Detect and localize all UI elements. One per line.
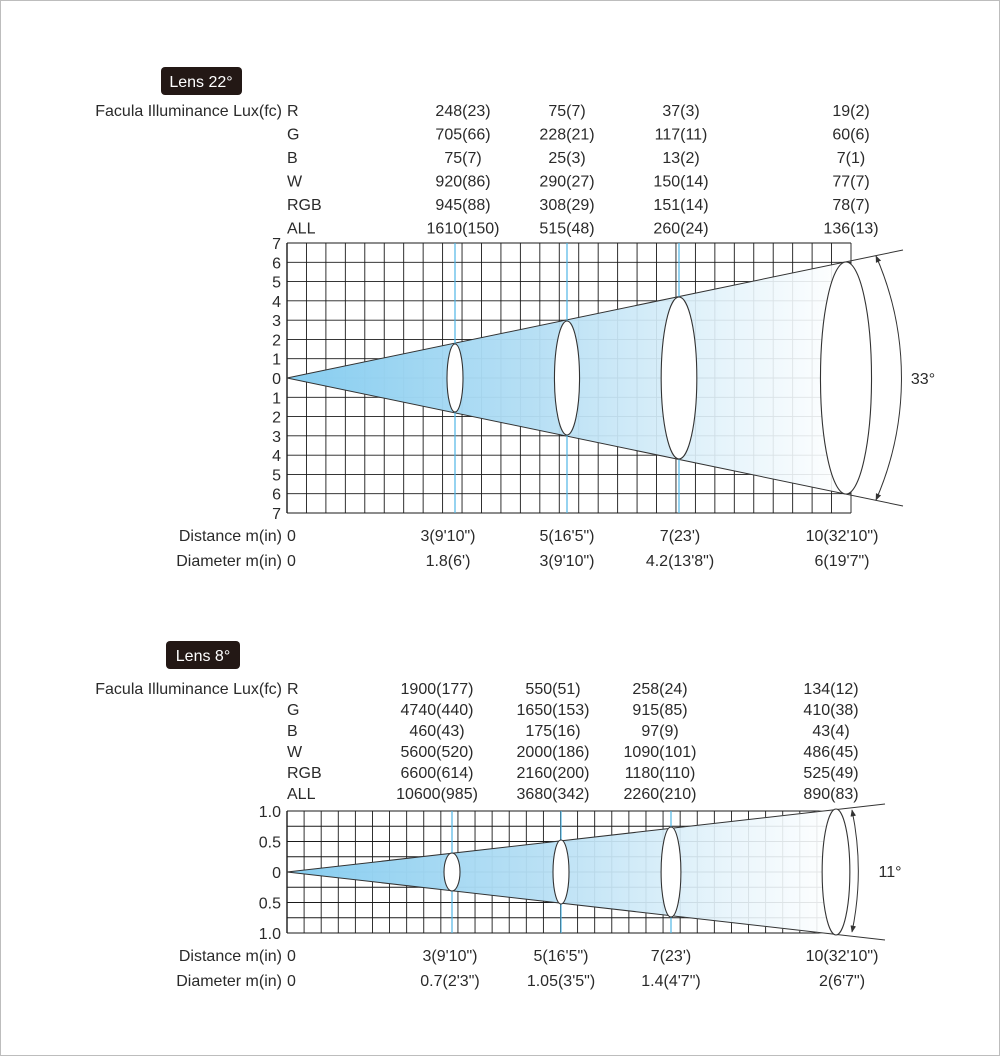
lens-8-spot-ellipse (444, 853, 460, 891)
lens-8-distance-value: 0 (287, 948, 296, 965)
lens-22-y-tick-label: 2 (272, 409, 281, 427)
lens-8-channel-label: R (287, 681, 299, 698)
lens-8-illuminance-value: 2160(200) (516, 765, 590, 782)
lens-22-illuminance-values (427, 103, 879, 238)
lens-8-distance-value: 3(9'10") (422, 948, 478, 965)
lens-22-channel-label: W (287, 173, 303, 191)
lens-8-channel-label: ALL (287, 786, 316, 803)
lens-8-illuminance-value: 410(38) (803, 702, 859, 719)
lens-22-illuminance-value: 13(2) (662, 150, 700, 167)
lens-8-spot-ellipse (822, 809, 850, 935)
lens-22-y-tick-label: 7 (272, 236, 281, 253)
lens-8-illuminance-value: 1180(110) (624, 765, 696, 782)
lens-22-illuminance-value: 60(6) (832, 126, 870, 144)
lens-8-illuminance-values (396, 681, 859, 803)
lens-22-illuminance-value: 248(23) (435, 103, 491, 120)
lens-8-y-tick-label: 0 (272, 865, 281, 882)
lens-22-distance-value: 3(9'10") (420, 528, 476, 545)
lens-22-illuminance-value: 75(7) (444, 150, 482, 167)
lens-8-badge-label: Lens 8° (175, 648, 231, 665)
lens-22-y-tick-label: 3 (272, 313, 281, 331)
lens-8-y-tick-label: 0.5 (258, 895, 281, 913)
lens-22-y-tick-label: 6 (272, 255, 281, 273)
lens-22-illuminance-value: 515(48) (539, 220, 595, 238)
lens-8-illuminance-value: 175(16) (525, 723, 581, 740)
lens-8-illuminance-value: 2260(210) (623, 786, 697, 803)
lens-8-illuminance-value: 4740(440) (400, 702, 474, 719)
lens-22-y-ticks (272, 236, 281, 523)
lens-22-illuminance-value: 945(88) (435, 197, 491, 214)
lens-22-diameter-value: 3(9'10") (539, 553, 595, 570)
lens-8-angle-label: 11° (878, 864, 902, 881)
lens-22-channel-label: B (287, 150, 298, 167)
lens-8-channel-label: W (287, 744, 303, 761)
lens-22-diameter-value: 6(19'7") (814, 553, 870, 570)
lens-8-illuminance-value: 10600(985) (396, 786, 478, 803)
lens-22-illuminance-value: 151(14) (653, 197, 709, 214)
lens-8-y-ticks (259, 804, 281, 943)
lens-8-distance-value: 7(23') (650, 948, 692, 965)
lens-22-spot-ellipse (661, 297, 697, 459)
lens-22-y-tick-label: 4 (272, 293, 281, 311)
lens-22-distance-values (287, 528, 878, 545)
lens-8-illuminance-title: Facula Illuminance Lux(fc) (95, 681, 282, 698)
lens-22-channel-labels (287, 103, 322, 238)
lens-22-diameter-label: Diameter m(in) (176, 553, 282, 570)
lens-22-beam (287, 243, 903, 513)
lens-8-illuminance-value: 258(24) (632, 681, 688, 698)
lens-8-illuminance-value: 550(51) (525, 681, 581, 698)
lens-8-illuminance-value: 6600(614) (400, 765, 474, 782)
lens-22-illuminance-value: 920(86) (435, 173, 491, 191)
lens-22-y-tick-label: 6 (272, 486, 281, 504)
lens-22-diameter-value: 4.2(13'8") (645, 553, 715, 570)
lens-22-illuminance-value: 1610(150) (426, 220, 500, 238)
lens-22-diameter-value: 1.8(6') (425, 553, 471, 570)
lens-8-distance-label: Distance m(in) (178, 948, 282, 965)
lens-22-y-tick-label: 3 (272, 428, 281, 446)
lens-8-y-tick-label: 1.0 (258, 926, 281, 943)
lens-8-illuminance-value: 97(9) (641, 723, 679, 740)
lens-22-y-tick-label: 0 (272, 371, 281, 388)
lens-22-badge (161, 67, 242, 95)
lens-8-distance-value: 10(32'10") (805, 948, 879, 965)
lens-8-illuminance-value: 134(12) (803, 681, 859, 698)
lens-22-illuminance-value: 290(27) (539, 173, 595, 191)
lens-22-y-tick-label: 5 (272, 274, 281, 292)
lens-22-illuminance-value: 136(13) (823, 220, 879, 238)
lens-8-beam (287, 804, 885, 940)
lens-22-y-tick-label: 4 (272, 448, 281, 466)
lens-8-channel-label: G (287, 702, 300, 719)
lens-8-badge (166, 641, 240, 669)
lens-22-y-tick-label: 2 (272, 332, 281, 350)
lens-22-distance-value: 5(16'5") (539, 528, 595, 545)
lens-22-illuminance-value: 7(1) (836, 150, 866, 167)
lens-8-channel-labels (287, 681, 322, 803)
lens-22-spot-ellipse (447, 344, 463, 412)
lens-22-spot-ellipse (554, 321, 579, 435)
lens-22-illuminance-title: Facula Illuminance Lux(fc) (95, 103, 282, 120)
lens-8-diameter-value: 1.4(4'7") (641, 973, 701, 990)
lens-8-illuminance-value: 486(45) (803, 744, 859, 761)
lens-22-diameter-value: 0 (287, 553, 296, 570)
lens-8-y-tick-label: 0.5 (258, 834, 281, 852)
lens-22-distance-value: 7(23') (659, 528, 701, 545)
lens-22-diameter-values (287, 553, 869, 570)
lens-22-illuminance-value: 19(2) (832, 103, 870, 120)
lens-8-angle-indicator (852, 810, 902, 932)
lens-22-y-tick-label: 1 (272, 351, 281, 369)
lens-8-spot-ellipse (553, 840, 569, 904)
lens-22-illuminance-value: 308(29) (539, 197, 595, 214)
lens-22-illuminance-value: 75(7) (548, 103, 586, 120)
lens-8-diameter-value: 0 (287, 973, 296, 990)
lens-8-illuminance-value: 890(83) (803, 786, 859, 803)
lens-22-badge-label: Lens 22° (169, 74, 233, 91)
lens-8-distance-value: 5(16'5") (533, 948, 589, 965)
lens-22-illuminance-value: 260(24) (653, 220, 709, 238)
lens-8-channel-label: B (287, 723, 298, 740)
lens-8-spot-ellipse (661, 827, 681, 917)
lens-8-illuminance-value: 2000(186) (516, 744, 590, 761)
lens-22-illuminance-value: 705(66) (435, 126, 491, 144)
lens-8-illuminance-value: 915(85) (632, 702, 688, 719)
lens-22-illuminance-value: 117(11) (654, 126, 708, 144)
lens-8-y-tick-label: 1.0 (258, 804, 281, 821)
lens-8-illuminance-value: 460(43) (409, 723, 465, 740)
lens-8-section (95, 641, 901, 990)
lens-22-y-tick-label: 1 (272, 390, 281, 408)
lens-22-illuminance-value: 228(21) (539, 126, 595, 144)
lens-8-diameter-values (287, 973, 865, 990)
lens-22-section (95, 67, 935, 570)
lens-8-illuminance-value: 1900(177) (400, 681, 474, 698)
lens-22-illuminance-value: 78(7) (832, 197, 870, 214)
lens-22-angle-label: 33° (910, 371, 936, 388)
lens-8-illuminance-value: 1650(153) (516, 702, 590, 719)
lens-8-distance-values (287, 948, 878, 965)
lens-22-channel-label: R (287, 103, 299, 120)
lens-8-diameter-value: 0.7(2'3") (420, 973, 480, 990)
lens-8-channel-label: RGB (287, 765, 322, 782)
lens-8-diameter-label: Diameter m(in) (176, 973, 282, 990)
lens-8-illuminance-value: 3680(342) (516, 786, 590, 803)
lens-22-angle-indicator (876, 256, 935, 500)
lens-8-illuminance-value: 43(4) (812, 723, 850, 740)
lens-22-illuminance-value: 37(3) (662, 103, 700, 120)
lens-22-illuminance-value: 150(14) (653, 173, 709, 191)
lens-8-illuminance-value: 525(49) (803, 765, 859, 782)
lens-22-y-tick-label: 5 (272, 467, 281, 485)
lens-22-distance-value: 10(32'10") (805, 528, 879, 545)
lens-22-channel-label: G (287, 126, 300, 144)
lens-8-diameter-value: 1.05(3'5") (526, 973, 596, 990)
lens-22-channel-label: RGB (287, 197, 322, 214)
lens-8-diameter-value: 2(6'7") (818, 973, 866, 990)
lens-22-spot-ellipse (820, 262, 871, 494)
lens-22-illuminance-value: 77(7) (832, 173, 870, 191)
lens-22-illuminance-value: 25(3) (548, 150, 586, 167)
lens-22-channel-label: ALL (287, 220, 316, 238)
lens-8-illuminance-value: 1090(101) (623, 744, 697, 761)
lens-22-distance-label: Distance m(in) (178, 528, 282, 545)
lens-22-y-tick-label: 7 (272, 506, 281, 523)
lens-22-distance-value: 0 (287, 528, 296, 545)
lens-8-illuminance-value: 5600(520) (400, 744, 474, 761)
